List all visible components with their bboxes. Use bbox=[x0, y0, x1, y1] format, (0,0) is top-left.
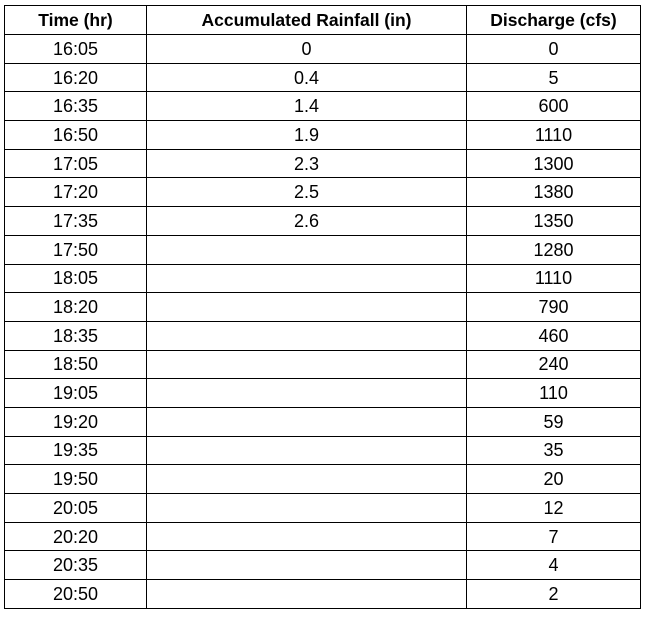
rainfall-cell: 0 bbox=[147, 35, 467, 64]
table-row bbox=[5, 121, 641, 150]
table-row bbox=[5, 551, 641, 580]
rainfall-cell bbox=[147, 264, 467, 293]
table-row bbox=[5, 580, 641, 609]
discharge-cell: 460 bbox=[467, 321, 641, 350]
discharge-cell: 600 bbox=[467, 92, 641, 121]
time-cell: 17:50 bbox=[5, 235, 147, 264]
discharge-cell: 4 bbox=[467, 551, 641, 580]
discharge-cell: 240 bbox=[467, 350, 641, 379]
table-row bbox=[5, 350, 641, 379]
time-cell: 16:05 bbox=[5, 35, 147, 64]
rainfall-cell bbox=[147, 436, 467, 465]
time-cell: 20:50 bbox=[5, 580, 147, 609]
header-time: Time (hr) bbox=[5, 6, 147, 35]
table-row bbox=[5, 465, 641, 494]
rainfall-cell bbox=[147, 465, 467, 494]
time-cell: 17:35 bbox=[5, 207, 147, 236]
table-row bbox=[5, 264, 641, 293]
discharge-cell: 1380 bbox=[467, 178, 641, 207]
discharge-cell: 1110 bbox=[467, 264, 641, 293]
table-row bbox=[5, 149, 641, 178]
rainfall-cell: 2.5 bbox=[147, 178, 467, 207]
time-cell: 18:05 bbox=[5, 264, 147, 293]
table-row bbox=[5, 494, 641, 523]
time-cell: 18:35 bbox=[5, 321, 147, 350]
table-row bbox=[5, 35, 641, 64]
rainfall-cell bbox=[147, 551, 467, 580]
rainfall-cell bbox=[147, 407, 467, 436]
time-cell: 18:50 bbox=[5, 350, 147, 379]
time-cell: 19:50 bbox=[5, 465, 147, 494]
rainfall-cell: 1.4 bbox=[147, 92, 467, 121]
time-cell: 20:35 bbox=[5, 551, 147, 580]
rainfall-cell bbox=[147, 321, 467, 350]
time-cell: 20:20 bbox=[5, 522, 147, 551]
rainfall-cell: 2.3 bbox=[147, 149, 467, 178]
rainfall-cell bbox=[147, 379, 467, 408]
table-row bbox=[5, 92, 641, 121]
discharge-cell: 110 bbox=[467, 379, 641, 408]
time-cell: 18:20 bbox=[5, 293, 147, 322]
rainfall-cell bbox=[147, 580, 467, 609]
discharge-cell: 7 bbox=[467, 522, 641, 551]
time-cell: 16:50 bbox=[5, 121, 147, 150]
discharge-cell: 12 bbox=[467, 494, 641, 523]
header-discharge: Discharge (cfs) bbox=[467, 6, 641, 35]
table-row bbox=[5, 407, 641, 436]
table-row bbox=[5, 321, 641, 350]
time-cell: 16:20 bbox=[5, 63, 147, 92]
discharge-cell: 790 bbox=[467, 293, 641, 322]
table-row bbox=[5, 207, 641, 236]
table-row bbox=[5, 293, 641, 322]
discharge-cell: 35 bbox=[467, 436, 641, 465]
table-row bbox=[5, 522, 641, 551]
rainfall-cell bbox=[147, 293, 467, 322]
discharge-cell: 1350 bbox=[467, 207, 641, 236]
discharge-cell: 5 bbox=[467, 63, 641, 92]
table-header bbox=[5, 6, 641, 35]
time-cell: 17:20 bbox=[5, 178, 147, 207]
discharge-cell: 1280 bbox=[467, 235, 641, 264]
time-cell: 16:35 bbox=[5, 92, 147, 121]
discharge-cell: 0 bbox=[467, 35, 641, 64]
time-cell: 19:35 bbox=[5, 436, 147, 465]
discharge-cell: 20 bbox=[467, 465, 641, 494]
time-cell: 19:05 bbox=[5, 379, 147, 408]
rainfall-cell: 2.6 bbox=[147, 207, 467, 236]
rainfall-cell: 0.4 bbox=[147, 63, 467, 92]
discharge-cell: 1110 bbox=[467, 121, 641, 150]
table-row bbox=[5, 63, 641, 92]
rainfall-cell: 1.9 bbox=[147, 121, 467, 150]
rainfall-cell bbox=[147, 235, 467, 264]
rainfall-cell bbox=[147, 350, 467, 379]
table-body bbox=[5, 35, 641, 609]
table-row bbox=[5, 235, 641, 264]
table-row bbox=[5, 178, 641, 207]
rainfall-cell bbox=[147, 494, 467, 523]
discharge-cell: 1300 bbox=[467, 149, 641, 178]
rainfall-discharge-table bbox=[4, 5, 641, 609]
header-row bbox=[5, 6, 641, 35]
time-cell: 20:05 bbox=[5, 494, 147, 523]
time-cell: 19:20 bbox=[5, 407, 147, 436]
table-row bbox=[5, 379, 641, 408]
table-row bbox=[5, 436, 641, 465]
time-cell: 17:05 bbox=[5, 149, 147, 178]
discharge-cell: 59 bbox=[467, 407, 641, 436]
rainfall-cell bbox=[147, 522, 467, 551]
discharge-cell: 2 bbox=[467, 580, 641, 609]
header-accumulated-rainfall: Accumulated Rainfall (in) bbox=[147, 6, 467, 35]
